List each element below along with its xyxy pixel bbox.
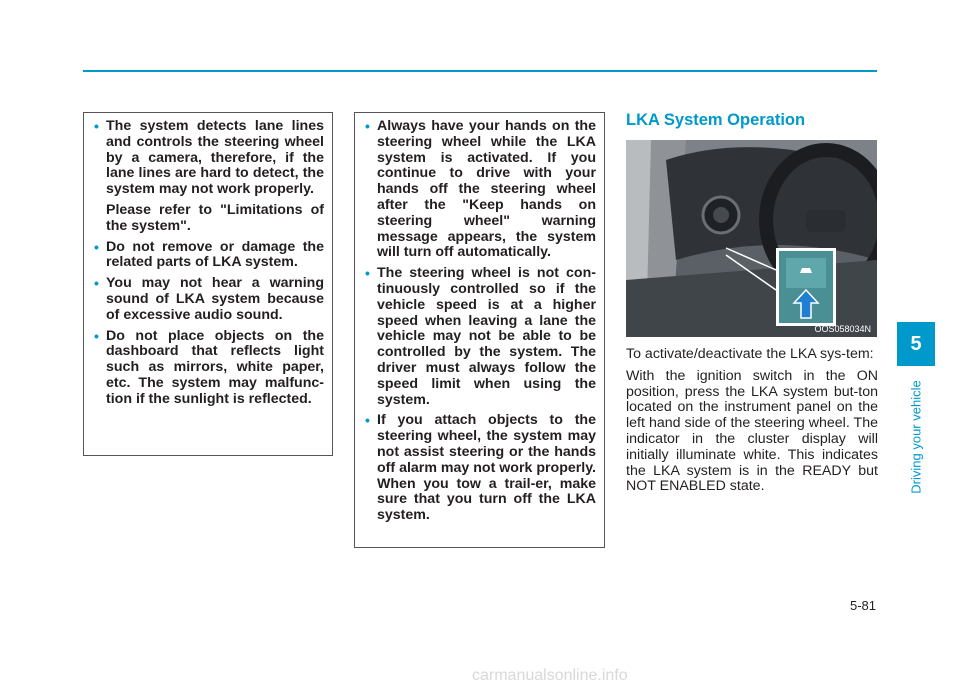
- warning-text: Do not place objects on the dashboard that reflects light such as mirrors, white paper, etc. The system may malfunc-tion if the sunlight is reflected.: [106, 327, 324, 407]
- section-title: LKA System Operation: [626, 111, 806, 129]
- section-body: [626, 347, 878, 495]
- warning-item: [365, 413, 596, 524]
- warning-text: Please refer to "Limitations of the system".: [106, 201, 324, 234]
- dashboard-illustration: [626, 140, 877, 337]
- warning-text: Do not remove or damage the related parts of LKA system.: [106, 238, 324, 271]
- warning-text: The system detects lane lines and controls the steering wheel by a camera, therefore, if the lane lines are hard to detect, the system may not work properly.: [106, 118, 324, 198]
- warning-item: [94, 329, 324, 408]
- chapter-tab: 5: [897, 322, 935, 366]
- page-number: 5-81: [849, 598, 876, 613]
- warning-text: Always have your hands on the steering wheel while the LKA system is activated. If you continue to drive with your hands off the steering wheel after the "Keep hands on steering wheel" warning message appears, the system will turn off automatically.: [377, 118, 596, 261]
- bullet-icon: •: [94, 275, 99, 292]
- body-paragraph: With the ignition switch in the ON position, press the LKA system but-ton located on the instrument panel on the left hand side of the steering wheel. The indicator in the cluster display will initially illuminate white. This indicates the LKA system is in the READY but NOT ENABLED state.: [626, 367, 878, 495]
- chapter-label: [904, 372, 928, 502]
- operation-section: [626, 110, 878, 495]
- chapter-label-text: Driving your vehicle: [908, 380, 924, 494]
- body-paragraph: To activate/deactivate the LKA sys-tem:: [626, 346, 874, 362]
- warning-text: You may not hear a warning sound of LKA system because of excessive audio sound.: [106, 275, 324, 323]
- header-rule: [83, 70, 877, 72]
- warning-text: If you attach objects to the steering wheel, the system may not assist steering or the hands off alarm may not work properly. When you tow a trail-er, make sure that you turn off the LKA system.: [377, 412, 596, 524]
- warning-text: The steering wheel is not con-tinuously controlled so if the vehicle speed is at a higher speed when leaving a lane the vehicle may not be able to be controlled by the system. The driver must always follow the speed limit when using the system.: [377, 265, 596, 408]
- bullet-icon: •: [94, 118, 99, 134]
- warning-box-middle: [354, 112, 605, 548]
- warning-item: [94, 276, 324, 323]
- dashboard-photo: [626, 140, 877, 337]
- bullet-icon: •: [365, 118, 370, 134]
- warning-item: [94, 119, 324, 235]
- bullet-icon: •: [94, 327, 99, 344]
- warning-item: [365, 266, 596, 408]
- warning-box-left: [83, 112, 333, 456]
- bullet-icon: •: [365, 412, 370, 429]
- warning-item: [365, 119, 596, 261]
- bullet-icon: •: [94, 238, 99, 255]
- warning-item: [94, 240, 324, 272]
- footer-watermark: carmanualsonline.info: [472, 667, 628, 684]
- image-code: OOS058034N: [814, 324, 871, 334]
- bullet-icon: •: [365, 265, 370, 282]
